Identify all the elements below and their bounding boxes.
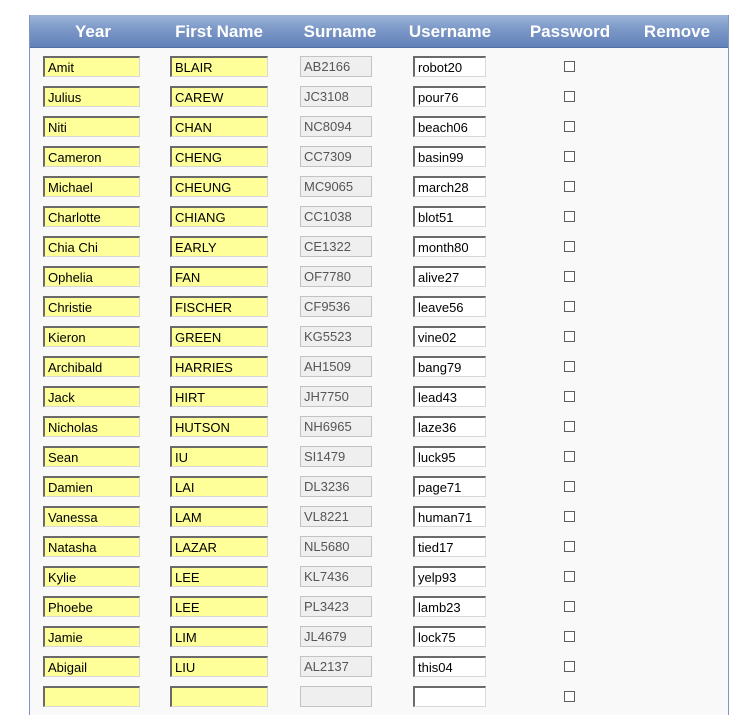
password-checkbox[interactable] (564, 541, 575, 552)
username-input[interactable] (413, 446, 486, 467)
username-input[interactable] (413, 566, 486, 587)
first-name-input[interactable] (170, 686, 268, 707)
password-checkbox[interactable] (564, 571, 575, 582)
table-row (30, 48, 728, 78)
password-checkbox[interactable] (564, 151, 575, 162)
password-checkbox[interactable] (564, 421, 575, 432)
username-input[interactable] (413, 176, 486, 197)
username-input[interactable] (413, 146, 486, 167)
first-name-input[interactable] (170, 596, 268, 617)
table-row (30, 408, 728, 438)
user-table (29, 15, 729, 715)
table-row (30, 558, 728, 588)
surname-field[interactable] (300, 506, 372, 527)
first-name-input[interactable] (170, 356, 268, 377)
password-checkbox[interactable] (564, 631, 575, 642)
username-input[interactable] (413, 236, 486, 257)
table-header (30, 15, 728, 48)
year-input[interactable] (43, 236, 140, 257)
year-input[interactable] (43, 626, 140, 647)
table-row (30, 648, 728, 678)
surname-field[interactable] (300, 656, 372, 677)
header-password: Password (529, 22, 611, 41)
password-checkbox[interactable] (564, 61, 575, 72)
year-input[interactable] (43, 656, 140, 677)
table-row (30, 168, 728, 198)
header-first-name: First Name (175, 22, 263, 41)
password-checkbox[interactable] (564, 391, 575, 402)
password-checkbox[interactable] (564, 301, 575, 312)
first-name-input[interactable] (170, 476, 268, 497)
password-checkbox[interactable] (564, 691, 575, 702)
username-input[interactable] (413, 206, 486, 227)
table-row (30, 288, 728, 318)
year-input[interactable] (43, 296, 140, 317)
surname-field[interactable] (300, 236, 372, 257)
password-checkbox[interactable] (564, 451, 575, 462)
password-checkbox[interactable] (564, 511, 575, 522)
table-row (30, 198, 728, 228)
header-year: Year (75, 22, 111, 41)
surname-field[interactable] (300, 416, 372, 437)
password-checkbox[interactable] (564, 181, 575, 192)
surname-field[interactable] (300, 386, 372, 407)
year-input[interactable] (43, 686, 140, 707)
surname-field[interactable] (300, 536, 372, 557)
username-input[interactable] (413, 56, 486, 77)
table-row (30, 678, 728, 708)
year-input[interactable] (43, 386, 140, 407)
password-checkbox[interactable] (564, 331, 575, 342)
year-input[interactable] (43, 176, 140, 197)
table-row (30, 618, 728, 648)
table-row (30, 228, 728, 258)
surname-field[interactable] (300, 446, 372, 467)
surname-field[interactable] (300, 626, 372, 647)
first-name-input[interactable] (170, 416, 268, 437)
table-row (30, 108, 728, 138)
username-input[interactable] (413, 326, 486, 347)
username-input[interactable] (413, 476, 486, 497)
first-name-input[interactable] (170, 506, 268, 527)
year-input[interactable] (43, 146, 140, 167)
year-input[interactable] (43, 266, 140, 287)
first-name-input[interactable] (170, 266, 268, 287)
username-input[interactable] (413, 656, 486, 677)
year-input[interactable] (43, 206, 140, 227)
surname-field[interactable] (300, 356, 372, 377)
first-name-input[interactable] (170, 326, 268, 347)
password-checkbox[interactable] (564, 211, 575, 222)
table-row (30, 438, 728, 468)
username-input[interactable] (413, 596, 486, 617)
first-name-input[interactable] (170, 536, 268, 557)
surname-field[interactable] (300, 266, 372, 287)
header-username: Username (408, 22, 492, 41)
surname-field[interactable] (300, 476, 372, 497)
username-input[interactable] (413, 356, 486, 377)
surname-field[interactable] (300, 56, 372, 77)
first-name-input[interactable] (170, 626, 268, 647)
surname-field[interactable] (300, 326, 372, 347)
first-name-input[interactable] (170, 446, 268, 467)
table-row (30, 318, 728, 348)
surname-field[interactable] (300, 146, 372, 167)
first-name-input[interactable] (170, 656, 268, 677)
first-name-input[interactable] (170, 386, 268, 407)
table-row (30, 348, 728, 378)
first-name-input[interactable] (170, 236, 268, 257)
password-checkbox[interactable] (564, 271, 575, 282)
year-input[interactable] (43, 506, 140, 527)
first-name-input[interactable] (170, 206, 268, 227)
surname-field[interactable] (300, 86, 372, 107)
year-input[interactable] (43, 416, 140, 437)
password-checkbox[interactable] (564, 241, 575, 252)
first-name-input[interactable] (170, 146, 268, 167)
year-input[interactable] (43, 476, 140, 497)
table-row (30, 498, 728, 528)
first-name-input[interactable] (170, 566, 268, 587)
surname-field[interactable] (300, 566, 372, 587)
surname-field[interactable] (300, 116, 372, 137)
year-input[interactable] (43, 596, 140, 617)
username-input[interactable] (413, 86, 486, 107)
table-row (30, 378, 728, 408)
year-input[interactable] (43, 326, 140, 347)
year-input[interactable] (43, 116, 140, 137)
username-input[interactable] (413, 506, 486, 527)
first-name-input[interactable] (170, 116, 268, 137)
year-input[interactable] (43, 446, 140, 467)
first-name-input[interactable] (170, 56, 268, 77)
surname-field[interactable] (300, 596, 372, 617)
year-input[interactable] (43, 536, 140, 557)
surname-field[interactable] (300, 296, 372, 317)
username-input[interactable] (413, 686, 486, 707)
password-checkbox[interactable] (564, 361, 575, 372)
table-row (30, 588, 728, 618)
password-checkbox[interactable] (564, 601, 575, 612)
year-input[interactable] (43, 56, 140, 77)
table-row (30, 138, 728, 168)
username-input[interactable] (413, 116, 486, 137)
header-surname: Surname (303, 22, 377, 41)
username-input[interactable] (413, 626, 486, 647)
username-input[interactable] (413, 416, 486, 437)
password-checkbox[interactable] (564, 661, 575, 672)
first-name-input[interactable] (170, 176, 268, 197)
username-input[interactable] (413, 536, 486, 557)
username-input[interactable] (413, 296, 486, 317)
year-input[interactable] (43, 566, 140, 587)
first-name-input[interactable] (170, 86, 268, 107)
password-checkbox[interactable] (564, 91, 575, 102)
year-input[interactable] (43, 86, 140, 107)
first-name-input[interactable] (170, 296, 268, 317)
table-row (30, 468, 728, 498)
surname-field[interactable] (300, 686, 372, 707)
table-row (30, 528, 728, 558)
username-input[interactable] (413, 386, 486, 407)
password-checkbox[interactable] (564, 481, 575, 492)
header-remove: Remove (643, 22, 711, 41)
password-checkbox[interactable] (564, 121, 575, 132)
year-input[interactable] (43, 356, 140, 377)
surname-field[interactable] (300, 206, 372, 227)
table-row (30, 258, 728, 288)
surname-field[interactable] (300, 176, 372, 197)
username-input[interactable] (413, 266, 486, 287)
table-row (30, 78, 728, 108)
